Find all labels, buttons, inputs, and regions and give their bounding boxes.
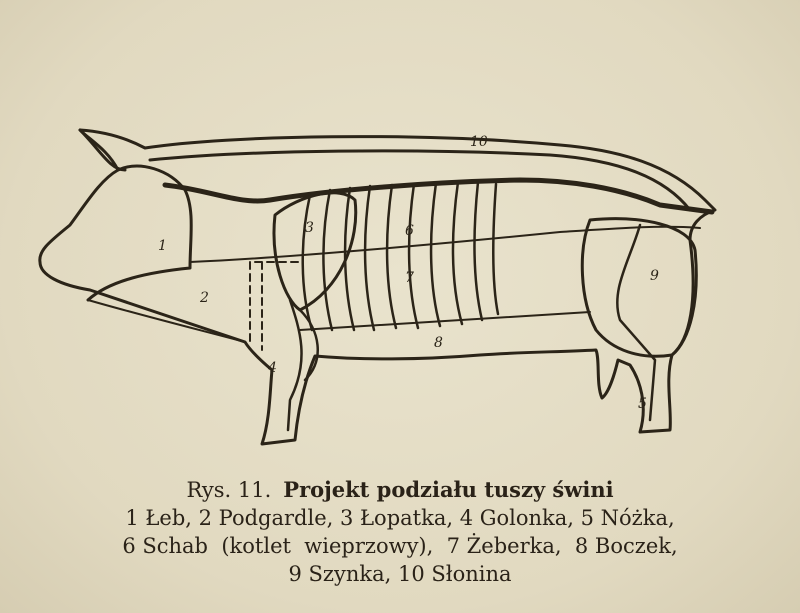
ribs — [303, 182, 498, 330]
caption-line-2: 6 Schab (kotlet wieprzowy), 7 Żeberka, 8 Boczek, — [122, 534, 678, 558]
region-number-4: 4 — [268, 360, 277, 376]
caption-title-line — [0, 476, 800, 504]
region-number-3: 3 — [305, 220, 314, 236]
hind-leg-bones — [617, 225, 655, 420]
front-leg-bones — [288, 300, 318, 430]
region-number-6: 6 — [405, 223, 414, 239]
region-number-2: 2 — [200, 290, 209, 306]
region-number-10: 10 — [470, 134, 488, 150]
region-number-5: 5 — [638, 396, 647, 412]
caption-prefix: Rys. 11. — [186, 478, 272, 502]
region-number-9: 9 — [650, 268, 659, 284]
caption-title: Projekt podziału tuszy świni — [283, 477, 614, 502]
backfat-line — [150, 151, 690, 210]
figure-caption — [0, 476, 800, 588]
spine-line — [165, 180, 712, 212]
pig-body-outline — [40, 130, 715, 444]
caption-line-3: 9 Szynka, 10 Słonina — [288, 562, 512, 586]
caption-line-1: 1 Łeb, 2 Podgardle, 3 Łopatka, 4 Golonka, 5 Nóżka, — [125, 506, 675, 530]
belly-division — [88, 300, 245, 342]
division-line-lower — [300, 312, 590, 330]
region-number-8: 8 — [434, 335, 443, 351]
region-number-7: 7 — [405, 270, 414, 286]
ham-region-outline — [582, 219, 696, 357]
region-number-1: 1 — [158, 238, 167, 254]
division-line-upper — [190, 227, 700, 262]
